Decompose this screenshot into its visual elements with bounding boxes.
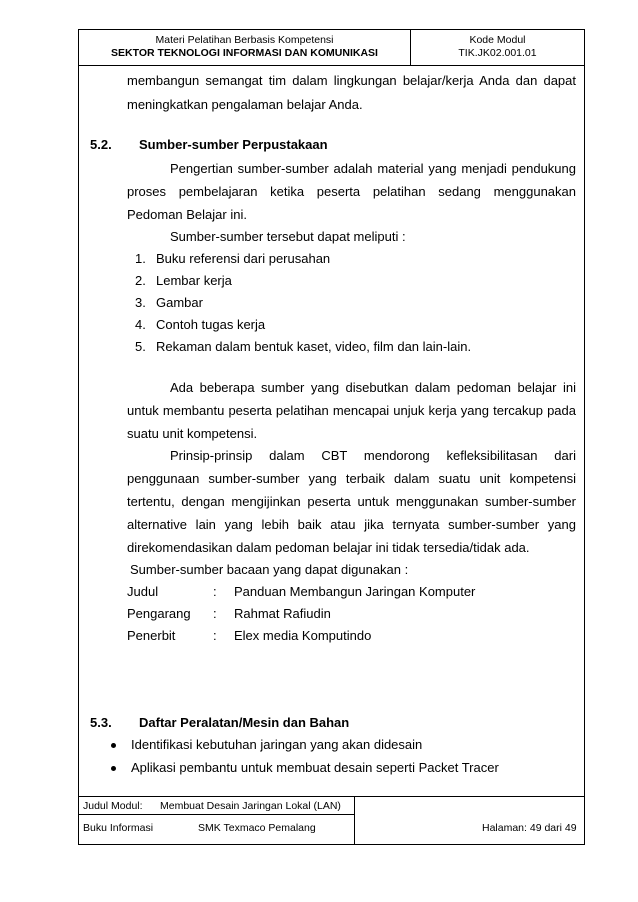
header-title-cell bbox=[79, 30, 411, 65]
ref-value-penerbit: Elex media Komputindo bbox=[234, 628, 372, 643]
para4-line1: Prinsip-prinsip dalam CBT mendorong kefleksibilitasan dari bbox=[170, 448, 576, 463]
page-footer bbox=[78, 796, 585, 845]
ref-label-penerbit: Penerbit bbox=[127, 628, 176, 643]
list-item-2: Lembar kerja bbox=[156, 273, 232, 288]
para4-line3: tertentu, dengan mengijinkan peserta untuk menggunakan sumber-sumber bbox=[127, 494, 576, 509]
list-item-4: Contoh tugas kerja bbox=[156, 317, 266, 332]
para1-line1: Pengertian sumber-sumber adalah material yang menjadi pendukung bbox=[170, 161, 576, 176]
footer-judul-value: Membuat Desain Jaringan Lokal (LAN) bbox=[160, 800, 341, 812]
bullet-item-1: Identifikasi kebutuhan jaringan yang akan didesain bbox=[131, 737, 423, 752]
header-line1: Materi Pelatihan Berbasis Kompetensi bbox=[155, 34, 334, 46]
page-header bbox=[78, 29, 585, 66]
list-num-3: 3. bbox=[135, 295, 146, 310]
para2: Sumber-sumber tersebut dapat meliputi : bbox=[170, 229, 406, 244]
bullet-item-2: Aplikasi pembantu untuk membuat desain seperti Packet Tracer bbox=[131, 760, 499, 775]
ref-sep-pengarang: : bbox=[213, 606, 217, 621]
ref-label-pengarang: Pengarang bbox=[127, 606, 191, 621]
ref-sep-judul: : bbox=[213, 584, 217, 599]
para3-line3: suatu unit kompetensi. bbox=[127, 426, 258, 441]
ref-sep-penerbit: : bbox=[213, 628, 217, 643]
list-item-1: Buku referensi dari perusahan bbox=[156, 251, 331, 266]
bullet-icon bbox=[111, 766, 116, 771]
para1-line2: proses pembelajaran ketika peserta pelatihan sedang menggunakan bbox=[127, 184, 576, 199]
section-53-title: Daftar Peralatan/Mesin dan Bahan bbox=[139, 715, 350, 730]
bullet-icon bbox=[111, 743, 116, 748]
footer-page-number: Halaman: 49 dari 49 bbox=[482, 822, 577, 834]
section-53-number: 5.3. bbox=[90, 715, 112, 730]
footer-school: SMK Texmaco Pemalang bbox=[198, 822, 316, 834]
ref-value-pengarang: Rahmat Rafiudin bbox=[234, 606, 331, 621]
footer-buku-label: Buku Informasi bbox=[83, 822, 154, 834]
intro-line2: meningkatkan pengalaman belajar Anda. bbox=[127, 97, 363, 112]
kode-label: Kode Modul bbox=[469, 34, 526, 46]
para1-line3: Pedoman Belajar ini. bbox=[127, 207, 247, 222]
para3-line1: Ada beberapa sumber yang disebutkan dalam pedoman belajar ini bbox=[170, 380, 576, 395]
para4-line2: penggunaan sumber-sumber yang terbaik dalam suatu unit kompetensi bbox=[127, 471, 576, 486]
header-kode-cell bbox=[411, 30, 584, 65]
para5: Sumber-sumber bacaan yang dapat digunakan : bbox=[130, 562, 409, 577]
kode-value: TIK.JK02.001.01 bbox=[458, 47, 537, 59]
list-num-4: 4. bbox=[135, 317, 146, 332]
ref-value-judul: Panduan Membangun Jaringan Komputer bbox=[234, 584, 476, 599]
list-item-3: Gambar bbox=[156, 295, 203, 310]
footer-judul-label: Judul Modul: bbox=[83, 800, 143, 812]
section-52-title: Sumber-sumber Perpustakaan bbox=[139, 137, 328, 152]
section-52-number: 5.2. bbox=[90, 137, 112, 152]
intro-line1: membangun semangat tim dalam lingkungan belajar/kerja Anda dan dapat bbox=[127, 73, 576, 88]
para3-line2: untuk membantu peserta pelatihan mencapai unjuk kerja yang tercakup pada bbox=[127, 403, 576, 418]
list-item-5: Rekaman dalam bentuk kaset, video, film dan lain-lain. bbox=[156, 339, 472, 354]
footer-divider bbox=[354, 797, 355, 844]
list-num-2: 2. bbox=[135, 273, 146, 288]
para4-line4: alternative lain yang lebih baik atau jika ternyata sumber-sumber yang bbox=[127, 517, 576, 532]
ref-label-judul: Judul bbox=[127, 584, 159, 599]
list-num-5: 5. bbox=[135, 339, 146, 354]
list-num-1: 1. bbox=[135, 251, 146, 266]
para4-line5: direkomendasikan dalam pedoman belajar ini tidak tersedia/tidak ada. bbox=[127, 540, 530, 555]
header-line2: SEKTOR TEKNOLOGI INFORMASI DAN KOMUNIKASI bbox=[111, 47, 378, 59]
footer-divider bbox=[79, 814, 355, 815]
